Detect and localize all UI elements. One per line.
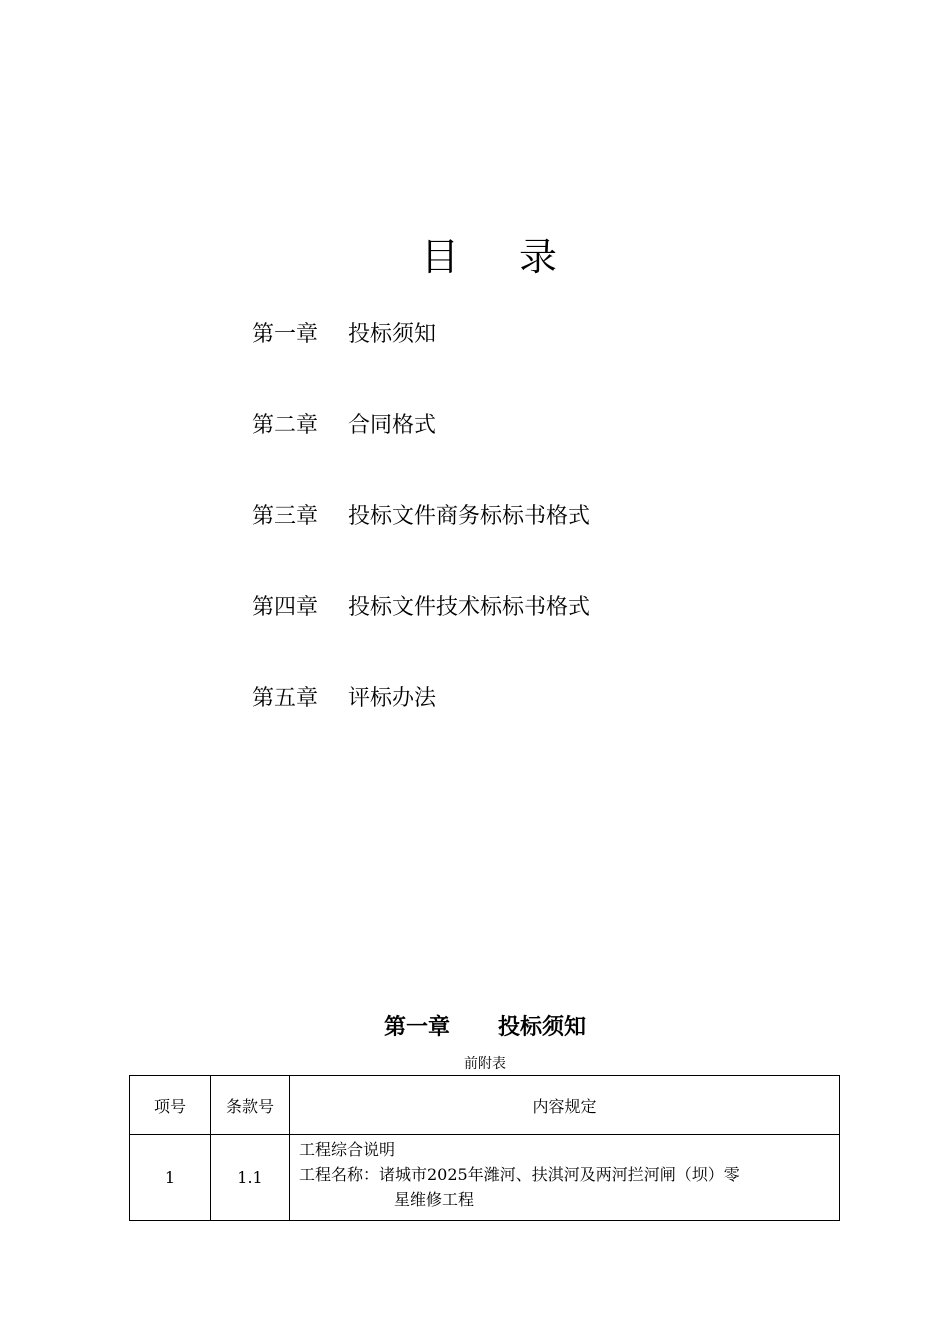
header-clause-no: 条款号	[211, 1076, 290, 1135]
header-item-no: 项号	[130, 1076, 211, 1135]
content-line: 工程名称：诸城市2025年潍河、扶淇河及两河拦河闸（坝）零	[299, 1165, 740, 1184]
cell-clause-no: 1.1	[211, 1135, 290, 1221]
toc-list	[252, 318, 590, 773]
toc-chapter-number: 第五章	[252, 686, 319, 711]
toc-chapter-title: 投标须知	[348, 322, 437, 347]
toc-title-right: 录	[519, 235, 560, 279]
table-header-row	[130, 1076, 840, 1135]
toc-chapter-number: 第三章	[252, 504, 319, 529]
toc-title	[0, 226, 950, 281]
toc-chapter-title: 评标办法	[348, 686, 437, 711]
toc-item[interactable]	[252, 500, 590, 591]
content-heading: 工程综合说明	[299, 1140, 396, 1159]
content-line: 星维修工程	[394, 1190, 475, 1209]
toc-chapter-title: 投标文件商务标标书格式	[348, 504, 591, 529]
table-caption: 前附表	[464, 1056, 506, 1072]
toc-item[interactable]	[252, 318, 590, 409]
toc-item[interactable]	[252, 682, 590, 773]
cell-content	[290, 1135, 840, 1221]
toc-chapter-title: 投标文件技术标标书格式	[348, 595, 591, 620]
toc-chapter-number: 第四章	[252, 595, 319, 620]
chapter-title: 投标须知	[498, 1014, 587, 1040]
toc-chapter-title: 合同格式	[348, 413, 437, 438]
chapter-heading	[0, 1010, 950, 1041]
toc-chapter-number: 第一章	[252, 322, 319, 347]
toc-item[interactable]	[252, 591, 590, 682]
toc-title-left: 目	[420, 235, 461, 279]
toc-item[interactable]	[252, 409, 590, 500]
cell-item-no: 1	[130, 1135, 211, 1221]
header-content: 内容规定	[290, 1076, 840, 1135]
chapter-number: 第一章	[383, 1014, 450, 1040]
front-table	[129, 1075, 840, 1221]
toc-chapter-number: 第二章	[252, 413, 319, 438]
table-row	[130, 1135, 840, 1221]
